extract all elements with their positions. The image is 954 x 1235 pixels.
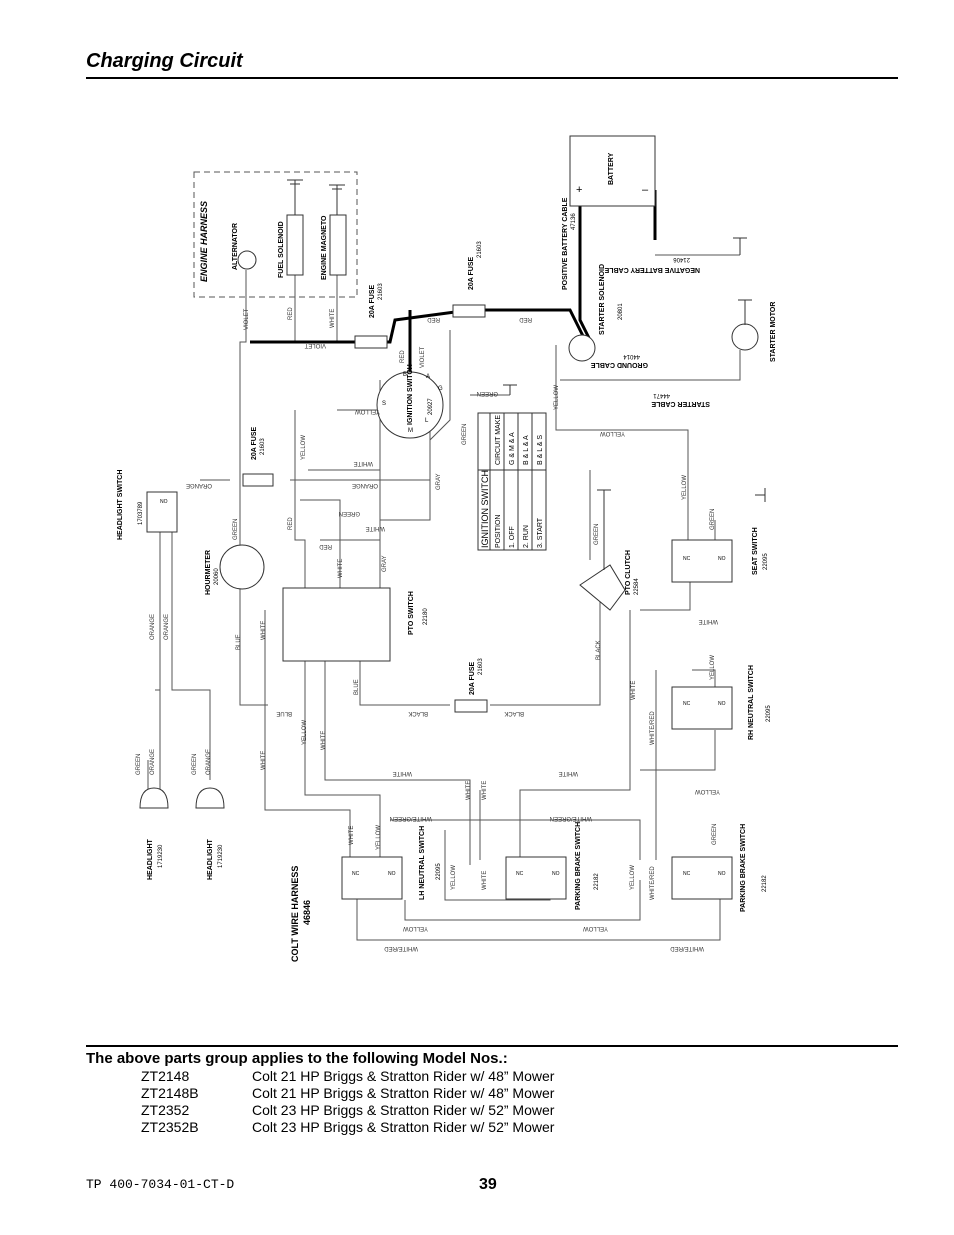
terminal-a: A [426, 374, 431, 380]
wire-label: GREEN [462, 423, 468, 445]
wire-label: YELLOW [630, 864, 636, 890]
terminal-b: B [403, 372, 408, 378]
model-code: ZT2148B [141, 1085, 199, 1101]
alternator-label: ALTERNATOR [232, 222, 239, 270]
hourmeter-pn: 20060 [214, 568, 220, 585]
wire-label: WHITE [353, 460, 373, 466]
document-id: TP 400-7034-01-CT-D [86, 1177, 235, 1192]
headlight-right-pn: 1719230 [218, 844, 224, 868]
headlight-switch-no: NO [160, 499, 168, 505]
seat-switch-label: SEAT SWITCH [752, 527, 759, 575]
wire-label: YELLOW [354, 408, 380, 414]
battery-plus: + [576, 184, 583, 196]
ign-table-title: IGNITION SWITCH [480, 470, 490, 548]
fuse-left-label: 20A FUSE [251, 426, 258, 460]
lh-neutral-label: LH NEUTRAL SWITCH [419, 825, 426, 900]
wire-label: BLACK [408, 710, 428, 716]
wire-label: GREEN [136, 753, 142, 775]
parking-brake-switch-right [672, 857, 732, 899]
wire-label: WHITE [698, 618, 718, 624]
model-desc: Colt 23 HP Briggs & Stratton Rider w/ 52” Mower [252, 1119, 555, 1135]
hourmeter-label: HOURMETER [205, 549, 212, 595]
wire-label: WHITE/RED [384, 945, 418, 951]
rh-no: NO [718, 701, 726, 707]
pto-clutch [580, 565, 625, 610]
lh-neutral-switch [342, 857, 402, 899]
pb-right-nc: NC [683, 871, 691, 877]
ign-table-cell: 1. OFF [509, 526, 516, 548]
pto-switch-label: PTO SWITCH [408, 591, 415, 635]
fuse-left [243, 474, 273, 486]
positive-cable-label: POSITIVE BATTERY CABLE [562, 197, 569, 290]
pto-switch-pn: 22180 [423, 608, 429, 625]
wire-label: BLACK [504, 710, 524, 716]
wire-label: VIOLET [244, 308, 250, 330]
battery-minus: – [642, 184, 649, 196]
model-row [141, 1119, 554, 1135]
fuse-left-pn: 21603 [260, 438, 266, 455]
hourmeter [220, 545, 264, 589]
terminal-l: L [425, 418, 429, 424]
starter-solenoid-label: STARTER SOLENOID [599, 263, 606, 335]
wire-label: GREEN [710, 508, 716, 530]
terminal-s: S [382, 401, 387, 407]
wire-label: RED [400, 350, 406, 363]
model-code: ZT2148 [141, 1068, 190, 1084]
headlight-switch-label: HEADLIGHT SWITCH [117, 469, 124, 540]
wire-label: WHITE [558, 770, 578, 776]
headlight-left [140, 788, 168, 808]
wire-label: VIOLET [420, 346, 426, 368]
fuse-top [453, 305, 485, 317]
model-desc: Colt 23 HP Briggs & Stratton Rider w/ 52” Mower [252, 1102, 555, 1118]
wire-label: YELLOW [694, 788, 720, 794]
engine-harness-label: ENGINE HARNESS [199, 200, 209, 282]
wire-label: YELLOW [451, 864, 457, 890]
wire-label: YELLOW [554, 384, 560, 410]
model-desc: Colt 21 HP Briggs & Stratton Rider w/ 48” Mower [252, 1068, 555, 1084]
rh-neutral-label: RH NEUTRAL SWITCH [748, 665, 755, 740]
wire-label: GREEN [594, 523, 600, 545]
starter-cable-label: STARTER CABLE [651, 400, 710, 407]
fuse-middle [355, 336, 387, 348]
wire-label: BLACK [596, 640, 602, 660]
wire-label: YELLOW [599, 430, 625, 436]
lh-neutral-pn: 22095 [436, 863, 442, 880]
pto-clutch-label: PTO CLUTCH [625, 550, 632, 595]
lh-no: NO [388, 871, 396, 877]
harness-pn: 46846 [302, 899, 312, 925]
terminal-m: M [408, 428, 413, 434]
ign-table-header-circuit: CIRCUIT MAKE [495, 414, 502, 465]
fuse-middle-label: 20A FUSE [369, 284, 376, 318]
wire-label: VIOLET [304, 342, 326, 348]
wire-label: BLUE [236, 634, 242, 650]
model-code: ZT2352 [141, 1102, 190, 1118]
fuse-bottom [455, 700, 487, 712]
wire-label: YELLOW [582, 925, 608, 931]
wire-label: WHITE [482, 780, 488, 800]
page-title: Charging Circuit [86, 50, 243, 72]
ign-table-cell: 2. RUN [523, 525, 530, 548]
fuel-solenoid [287, 215, 303, 275]
parking-brake-switch-left [506, 857, 566, 899]
fuse-top-label: 20A FUSE [468, 256, 475, 290]
starter-motor [732, 324, 758, 350]
wire-label: GREEN [712, 823, 718, 845]
engine-magneto-label: ENGINE MAGNETO [321, 215, 328, 280]
negative-cable-pn: 21406 [673, 256, 690, 262]
wire-label: GRAY [382, 555, 388, 572]
wire-label: BLUE [354, 679, 360, 695]
fuel-solenoid-label: FUEL SOLENOID [278, 221, 285, 278]
wire-label: WHITE/GREEN [389, 815, 432, 821]
wire-label: GREEN [338, 510, 360, 516]
wire-label: WHITE [482, 870, 488, 890]
pb-left-no: NO [552, 871, 560, 877]
headlight-right-label: HEADLIGHT [207, 839, 214, 880]
starter-cable-pn: 44471 [653, 392, 670, 398]
ign-table-cell: B & L & S [537, 434, 544, 465]
fuse-bottom-pn: 21603 [478, 658, 484, 675]
wire-label: WHITE [365, 525, 385, 531]
models-heading: The above parts group applies to the following Model Nos.: [86, 1050, 508, 1067]
headlight-switch-pn: 1703789 [138, 501, 144, 525]
seat-nc: NC [683, 556, 691, 562]
wire-label: WHITE [261, 620, 267, 640]
wire-label: RED [519, 316, 532, 322]
rh-nc: NC [683, 701, 691, 707]
wire-label: WHITE/GREEN [549, 815, 592, 821]
wire-label: YELLOW [301, 434, 307, 460]
wire-label: ORANGE [206, 748, 212, 775]
starter-motor-label: STARTER MOTOR [770, 301, 777, 362]
wire-label: YELLOW [402, 925, 428, 931]
ground-cable-label: GROUND CABLE [590, 361, 648, 368]
pb-right-no: NO [718, 871, 726, 877]
rh-neutral-pn: 22095 [766, 705, 772, 722]
wire-label: WHITE/RED [650, 711, 656, 745]
parking-brake-right-label: PARKING BRAKE SWITCH [740, 823, 747, 912]
alternator [238, 251, 256, 269]
wire-label: WHITE [321, 730, 327, 750]
wire-label: YELLOW [682, 474, 688, 500]
wire-label: WHITE [631, 680, 637, 700]
terminal-g: G [438, 386, 443, 392]
seat-switch-pn: 22095 [763, 553, 769, 570]
model-desc: Colt 21 HP Briggs & Stratton Rider w/ 48” Mower [252, 1085, 555, 1101]
wire-label: ORANGE [185, 482, 212, 488]
wire-label: BLUE [276, 710, 292, 716]
wire-label: WHITE [338, 558, 344, 578]
model-row [141, 1085, 554, 1101]
engine-magneto [330, 215, 346, 275]
wire-label: RED [288, 517, 294, 530]
wire-label: WHITE [392, 770, 412, 776]
lh-nc: NC [352, 871, 360, 877]
wire-label: WHITE [349, 825, 355, 845]
parking-brake-right-pn: 22182 [762, 875, 768, 892]
rh-neutral-switch [672, 687, 732, 729]
ignition-switch-pn: 20927 [428, 398, 434, 415]
model-row [141, 1068, 554, 1084]
wire-label: RED [288, 307, 294, 320]
headlight-left-pn: 1719230 [158, 844, 164, 868]
wire-label: YELLOW [376, 824, 382, 850]
negative-cable-label: NEGATIVE BATTERY CABLE [604, 266, 700, 273]
wire-label: WHITE [261, 750, 267, 770]
battery-label: BATTERY [608, 152, 615, 185]
model-row [141, 1102, 554, 1118]
wire-label: WHITE [466, 780, 472, 800]
ign-table-cell: B & L & A [523, 435, 530, 465]
fuse-middle-pn: 21603 [378, 283, 384, 300]
parking-brake-left-pn: 22182 [594, 873, 600, 890]
ign-table-header-position: POSITION [495, 514, 502, 548]
headlight-left-label: HEADLIGHT [147, 839, 154, 880]
ign-table-cell: G & M & A [509, 432, 516, 465]
model-code: ZT2352B [141, 1119, 199, 1135]
wire-label: ORANGE [150, 748, 156, 775]
wire-label: WHITE [330, 308, 336, 328]
wire-label: GREEN [233, 518, 239, 540]
pto-switch [283, 588, 390, 661]
ground-cable-pn: 44014 [623, 353, 640, 359]
ign-table-cell: 3. START [537, 517, 544, 548]
wire-label: RED [319, 543, 332, 549]
wire-label: ORANGE [164, 613, 170, 640]
starter-solenoid [569, 335, 595, 361]
wire-label: ORANGE [150, 613, 156, 640]
pb-left-nc: NC [516, 871, 524, 877]
wire-label: GRAY [436, 473, 442, 490]
wire-label: RED [427, 316, 440, 322]
wire-label: WHITE/RED [650, 866, 656, 900]
parking-brake-left-label: PARKING BRAKE SWITCH [575, 821, 582, 910]
wire-label: GREEN [192, 753, 198, 775]
seat-no: NO [718, 556, 726, 562]
wire-label: YELLOW [710, 654, 716, 680]
pto-clutch-pn: 22584 [634, 578, 640, 595]
starter-solenoid-pn: 20801 [618, 303, 624, 320]
wire-label: WHITE/RED [670, 945, 704, 951]
harness-label: COLT WIRE HARNESS [290, 865, 300, 962]
headlight-right [196, 788, 224, 808]
positive-cable-pn: 47136 [571, 213, 577, 230]
headlight-switch [147, 492, 177, 532]
ignition-switch-label: IGNITION SWITCH [407, 364, 414, 425]
wire-label: GREEN [476, 390, 498, 396]
page-number: 39 [479, 1176, 497, 1193]
fuse-bottom-label: 20A FUSE [469, 661, 476, 695]
models-rule [86, 1045, 898, 1047]
wire-label: ORANGE [351, 482, 378, 488]
fuse-top-pn: 21603 [477, 241, 483, 258]
wire-label: YELLOW [302, 719, 308, 745]
